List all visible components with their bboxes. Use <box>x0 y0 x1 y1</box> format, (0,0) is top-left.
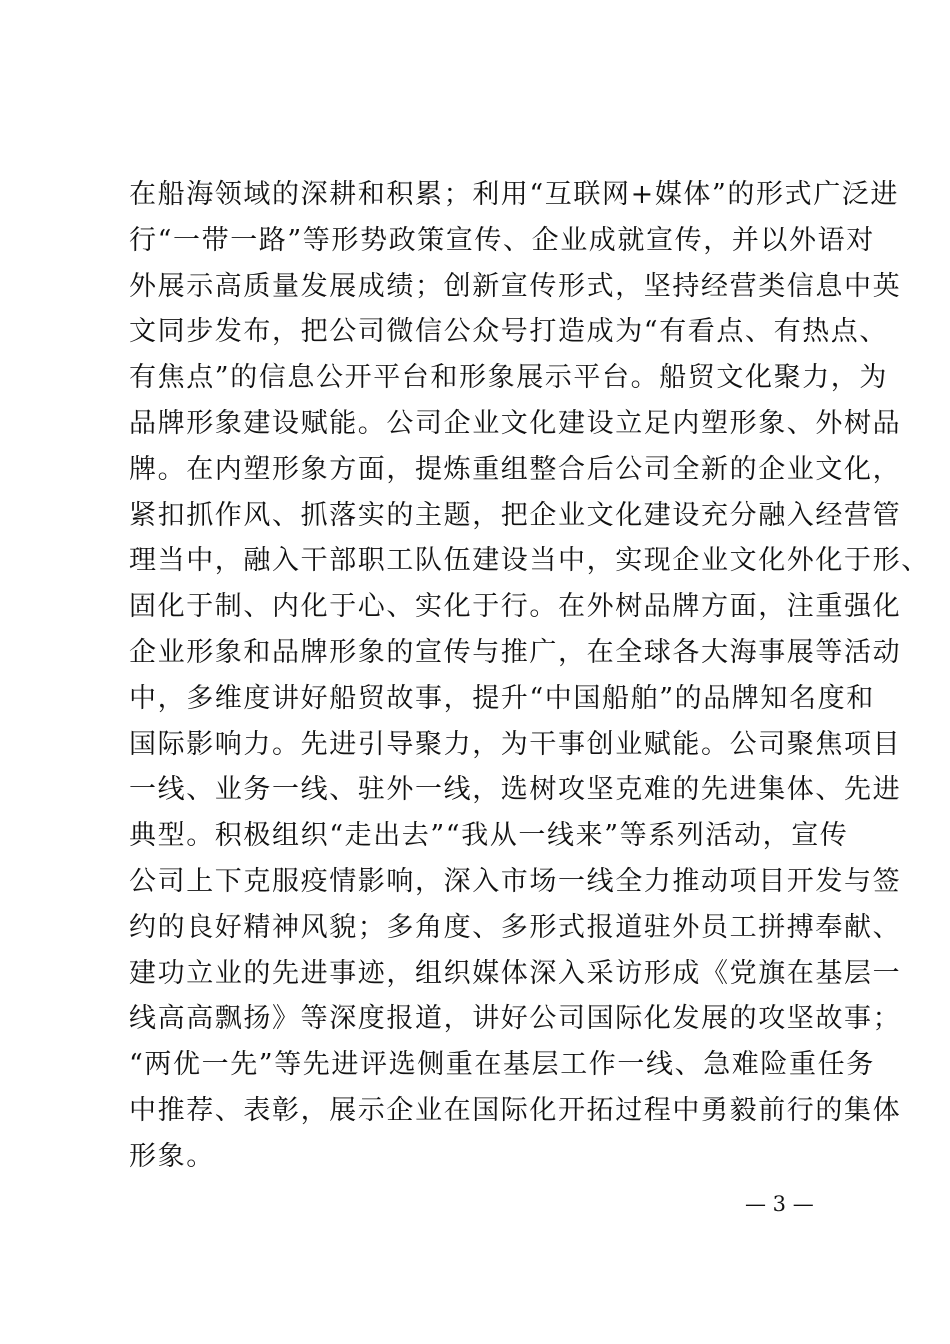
text-line: 一线、业务一线、驻外一线，选树攻坚克难的先进集体、先进 <box>129 774 902 806</box>
text-line: 企业形象和品牌形象的宣传与推广，在全球各大海事展等活动 <box>129 636 902 668</box>
text-line: 约的良好精神风貌；多角度、多形式报道驻外员工拼搏奉献、 <box>129 911 902 943</box>
text-line: 紧扣抓作风、抓落实的主题，把企业文化建设充分融入经营管 <box>129 499 902 531</box>
text-line: 中，多维度讲好船贸故事，提升“中国船舶”的品牌知名度和 <box>129 682 875 714</box>
text-line: 文同步发布，把公司微信公众号打造成为“有看点、有热点、 <box>129 316 889 348</box>
text-line: “两优一先”等先进评选侧重在基层工作一线、急难险重任务 <box>129 1049 875 1081</box>
text-line: 公司上下克服疫情影响，深入市场一线全力推动项目开发与签 <box>129 865 902 897</box>
text-line: 典型。积极组织“走出去”“我从一线来”等系列活动，宣传 <box>129 820 849 852</box>
text-line: 形象。 <box>129 1140 215 1172</box>
text-line: 线高高飘扬》等深度报道，讲好公司国际化发展的攻坚故事； <box>129 1003 902 1035</box>
text-line: 品牌形象建设赋能。公司企业文化建设立足内塑形象、外树品 <box>129 407 902 439</box>
text-line: 在船海领域的深耕和积累；利用“互联网+媒体”的形式广泛进 <box>129 179 900 210</box>
text-line: 建功立业的先进事迹，组织媒体深入采访形成《党旗在基层一 <box>129 957 902 989</box>
page-number: — 3 — <box>745 1192 814 1216</box>
text-line: 行“一带一路”等形势政策宣传、企业成就宣传，并以外语对 <box>129 224 875 256</box>
text-line: 有焦点”的信息公开平台和形象展示平台。船贸文化聚力，为 <box>129 362 889 394</box>
text-line: 理当中，融入干部职工队伍建设当中，实现企业文化外化于形、 <box>129 545 930 577</box>
text-line: 固化于制、内化于心、实化于行。在外树品牌方面，注重强化 <box>129 591 902 623</box>
text-line: 中推荐、表彰，展示企业在国际化开拓过程中勇毅前行的集体 <box>129 1094 902 1126</box>
text-line: 牌。在内塑形象方面，提炼重组整合后公司全新的企业文化， <box>129 453 902 485</box>
body-paragraph <box>129 172 930 1180</box>
text-line: 国际影响力。先进引导聚力，为干事创业赋能。公司聚焦项目 <box>129 728 902 760</box>
text-line: 外展示高质量发展成绩；创新宣传形式，坚持经营类信息中英 <box>129 270 902 302</box>
